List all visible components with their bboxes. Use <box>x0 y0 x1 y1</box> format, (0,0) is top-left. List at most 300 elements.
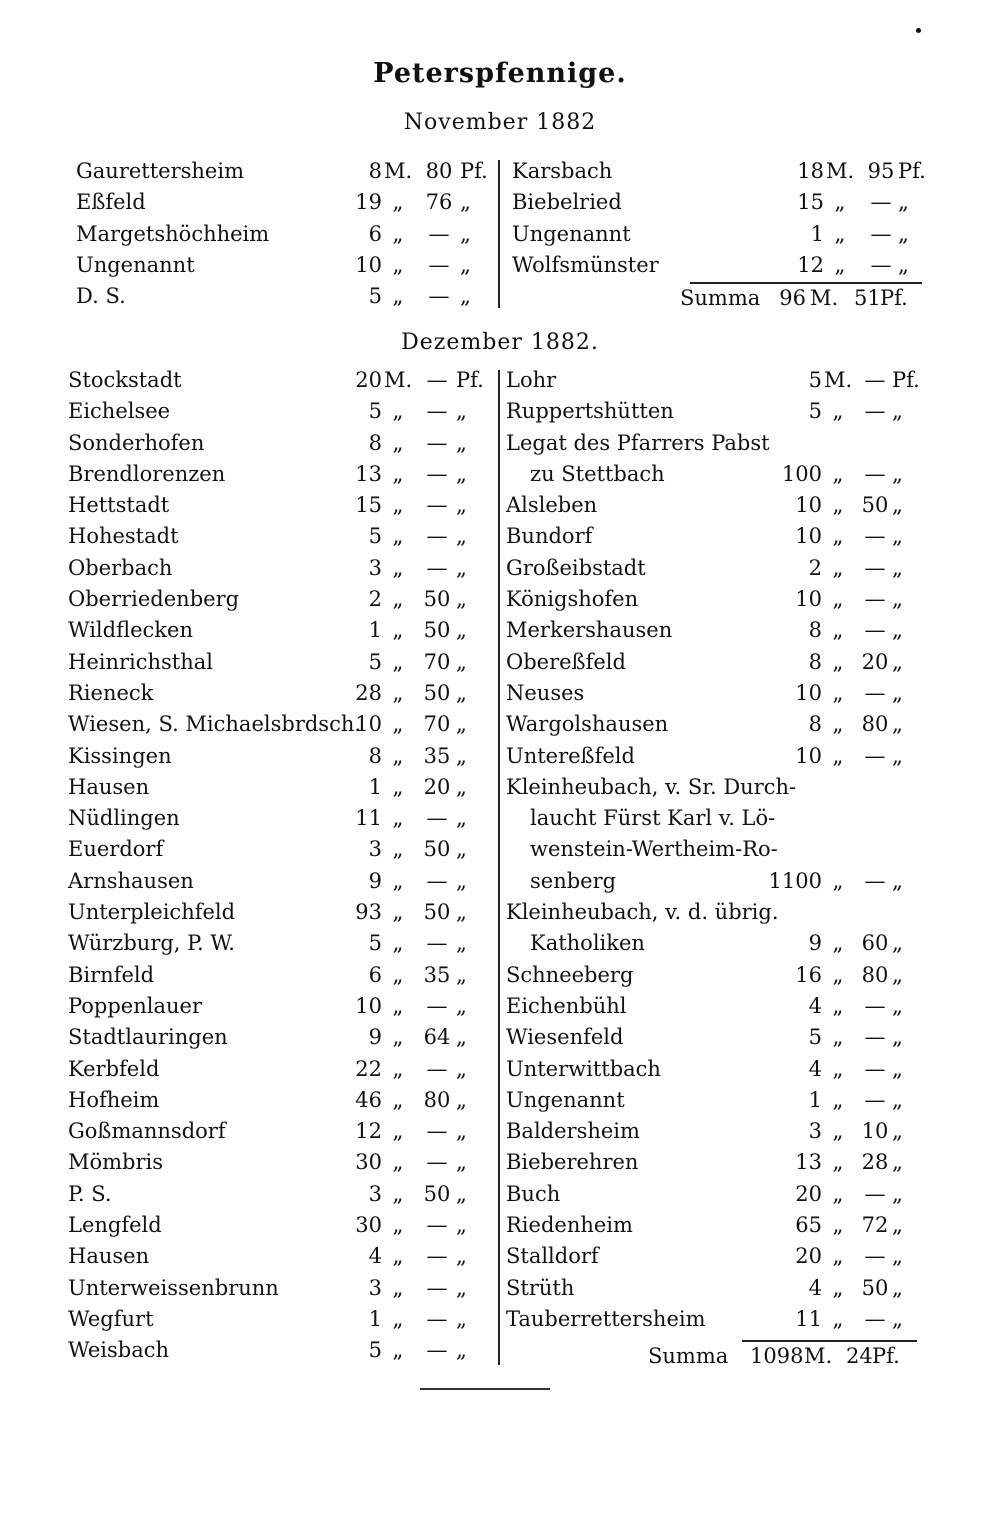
pfennig-amount: — <box>426 461 448 486</box>
pfennig-amount: 50 <box>423 1181 451 1206</box>
ledger-row <box>506 1116 922 1147</box>
place-name: Buch <box>506 1181 561 1206</box>
place-name: Baldersheim <box>506 1119 640 1144</box>
ditto-mark: „ <box>392 221 404 246</box>
ditto-mark: „ <box>832 712 844 737</box>
mark-amount: 20 <box>355 368 382 392</box>
sum-mark: 1098 <box>750 1344 804 1368</box>
pfennig-amount: 70 <box>423 712 451 737</box>
ditto-mark: „ <box>832 868 844 893</box>
place-name: Ungenannt <box>506 1087 625 1112</box>
heading-dezember: Dezember 1882. <box>401 330 599 355</box>
ditto-mark: „ <box>392 1119 404 1144</box>
mark-amount: 5 <box>808 1025 822 1050</box>
mark-amount: 8 <box>808 712 822 737</box>
mark-unit: M. <box>826 159 855 183</box>
pfennig-amount: — <box>864 1244 886 1269</box>
pfennig-amount: 80 <box>425 159 453 183</box>
place-name: Sonderhofen <box>68 430 205 455</box>
margin-dot <box>916 28 921 33</box>
ditto-mark: „ <box>892 1306 903 1331</box>
mark-amount: 3 <box>368 837 382 862</box>
ditto-mark: „ <box>392 962 404 987</box>
ledger-row <box>506 960 922 991</box>
ditto-mark: „ <box>460 252 471 277</box>
mark-amount: 5 <box>808 368 822 392</box>
mark-amount: 11 <box>355 806 382 831</box>
mark-amount: 16 <box>795 962 822 987</box>
mark-amount: 10 <box>795 680 822 705</box>
place-name: Kleinheubach, v. Sr. Durch- <box>506 774 797 799</box>
ditto-mark: „ <box>456 1056 467 1081</box>
ditto-mark: „ <box>392 931 404 956</box>
mark-amount: 3 <box>368 555 382 580</box>
pfennig-amount: — <box>870 252 892 277</box>
place-name: Katholiken <box>530 931 645 956</box>
mark-amount: 11 <box>795 1306 822 1331</box>
ledger-row <box>68 1022 486 1053</box>
pfennig-amount: — <box>864 587 886 612</box>
pfennig-amount: 50 <box>861 493 889 518</box>
pfennig-amount: — <box>426 524 448 549</box>
ditto-mark: „ <box>392 1087 404 1112</box>
ditto-mark: „ <box>392 900 404 925</box>
place-name: D. S. <box>76 284 126 309</box>
place-name: Wargolshausen <box>506 712 669 737</box>
ledger-row <box>506 741 922 772</box>
mark-amount: 19 <box>355 190 382 215</box>
ditto-mark: „ <box>456 649 467 674</box>
place-name: Unterwittbach <box>506 1056 661 1081</box>
mark-amount: 8 <box>368 430 382 455</box>
ditto-mark: „ <box>832 1244 844 1269</box>
ledger-row <box>512 250 922 281</box>
ditto-mark: „ <box>892 493 903 518</box>
place-name: Nüdlingen <box>68 806 180 831</box>
ditto-mark: „ <box>832 493 844 518</box>
place-name: Stalldorf <box>506 1244 599 1269</box>
mark-amount: 2 <box>368 587 382 612</box>
sum-pf-unit: Pf. <box>880 286 908 310</box>
ledger-row <box>506 709 922 740</box>
place-name: Lengfeld <box>68 1213 162 1238</box>
ditto-mark: „ <box>392 461 404 486</box>
ledger-row <box>68 928 486 959</box>
ditto-mark: „ <box>834 190 846 215</box>
mark-amount: 1 <box>808 1087 822 1112</box>
ledger-row <box>506 1210 922 1241</box>
pfennig-amount: 20 <box>861 649 889 674</box>
ditto-mark: „ <box>456 555 467 580</box>
heading-november: November 1882 <box>403 110 597 135</box>
ledger-row <box>68 1335 486 1366</box>
place-name: Oberriedenberg <box>68 587 240 612</box>
ditto-mark: „ <box>460 221 471 246</box>
pfennig-amount: — <box>428 252 450 277</box>
ditto-mark: „ <box>832 399 844 424</box>
ledger-row <box>506 521 922 552</box>
ditto-mark: „ <box>832 1056 844 1081</box>
ditto-mark: „ <box>892 712 903 737</box>
mark-amount: 12 <box>797 252 824 277</box>
ditto-mark: „ <box>392 555 404 580</box>
november-right-column <box>512 156 926 281</box>
place-name: Unterpleichfeld <box>68 900 236 925</box>
ditto-mark: „ <box>892 461 903 486</box>
sum-label: Summa <box>648 1344 729 1368</box>
place-name: Brendlorenzen <box>68 461 226 486</box>
mark-amount: 10 <box>355 252 382 277</box>
ditto-mark: „ <box>892 1119 903 1144</box>
place-name: Hohestadt <box>68 524 179 549</box>
mark-amount: 10 <box>355 993 382 1018</box>
ledger-row <box>506 834 922 865</box>
ditto-mark: „ <box>892 1150 903 1175</box>
place-name: Birnfeld <box>68 962 155 987</box>
ledger-row <box>506 1147 922 1178</box>
ditto-mark: „ <box>832 524 844 549</box>
mark-amount: 5 <box>368 524 382 549</box>
november-divider <box>498 160 500 308</box>
pfennig-amount: 20 <box>423 774 451 799</box>
ledger-row <box>506 1022 922 1053</box>
ditto-mark: „ <box>456 399 467 424</box>
mark-amount: 10 <box>355 712 382 737</box>
pfennig-amount: — <box>864 743 886 768</box>
place-name: Großeibstadt <box>506 555 646 580</box>
november-left-column <box>76 156 486 312</box>
place-name: Arnshausen <box>68 868 194 893</box>
pfennig-amount: 50 <box>423 837 451 862</box>
ledger-row <box>506 459 922 490</box>
ledger-row <box>506 615 922 646</box>
pfennig-amount: — <box>426 1338 448 1363</box>
ditto-mark: „ <box>456 1306 467 1331</box>
ditto-mark: „ <box>892 1275 903 1300</box>
place-name: laucht Fürst Karl v. Lö- <box>530 806 776 831</box>
pfennig-unit: Pf. <box>456 368 484 392</box>
ditto-mark: „ <box>456 587 467 612</box>
ledger-row <box>68 647 486 678</box>
mark-amount: 1100 <box>768 868 822 893</box>
ditto-mark: „ <box>456 774 467 799</box>
ditto-mark: „ <box>892 649 903 674</box>
ledger-row <box>506 772 922 803</box>
ledger-row <box>68 897 486 928</box>
dezember-left-column <box>68 365 486 1367</box>
pfennig-amount: 50 <box>423 900 451 925</box>
ditto-mark: „ <box>456 962 467 987</box>
end-rule <box>420 1388 550 1390</box>
ledger-row <box>68 1179 486 1210</box>
ledger-row <box>68 490 486 521</box>
ditto-mark: „ <box>456 868 467 893</box>
ditto-mark: „ <box>892 868 903 893</box>
mark-amount: 9 <box>808 931 822 956</box>
mark-unit: M. <box>384 368 413 392</box>
place-name: zu Stettbach <box>530 461 665 486</box>
place-name: Neuses <box>506 680 585 705</box>
ditto-mark: „ <box>392 618 404 643</box>
ditto-mark: „ <box>456 493 467 518</box>
place-name: Wiesenfeld <box>506 1025 624 1050</box>
ditto-mark: „ <box>898 190 909 215</box>
november-sum <box>680 283 925 314</box>
ledger-row <box>68 866 486 897</box>
pfennig-amount: — <box>426 1056 448 1081</box>
mark-amount: 15 <box>355 493 382 518</box>
place-name: Unterweissenbrunn <box>68 1275 279 1300</box>
place-name: Königshofen <box>506 587 639 612</box>
ditto-mark: „ <box>456 931 467 956</box>
ledger-row <box>506 1054 922 1085</box>
mark-amount: 9 <box>368 1025 382 1050</box>
ditto-mark: „ <box>892 1213 903 1238</box>
ditto-mark: „ <box>892 680 903 705</box>
pfennig-amount: 76 <box>425 190 453 215</box>
place-name: Schneeberg <box>506 962 634 987</box>
mark-amount: 4 <box>808 993 822 1018</box>
ledger-row <box>68 803 486 834</box>
mark-amount: 30 <box>355 1213 382 1238</box>
mark-amount: 20 <box>795 1244 822 1269</box>
pfennig-unit: Pf. <box>892 368 920 392</box>
place-name: Hofheim <box>68 1087 160 1112</box>
pfennig-amount: 35 <box>423 962 451 987</box>
mark-unit: M. <box>384 159 413 183</box>
pfennig-amount: — <box>426 993 448 1018</box>
place-name: Strüth <box>506 1275 575 1300</box>
ditto-mark: „ <box>832 1119 844 1144</box>
page-title: Peterspfennige. <box>373 58 627 89</box>
sum-pf: 24 <box>846 1344 873 1368</box>
pfennig-amount: — <box>426 1119 448 1144</box>
place-name: Margetshöchheim <box>76 221 270 246</box>
place-name: Ruppertshütten <box>506 399 674 424</box>
mark-amount: 10 <box>795 524 822 549</box>
ledger-row <box>506 1241 922 1272</box>
ledger-row <box>506 866 922 897</box>
mark-amount: 4 <box>368 1244 382 1269</box>
pfennig-amount: — <box>864 1181 886 1206</box>
place-name: Karsbach <box>512 159 613 183</box>
ledger-row <box>68 991 486 1022</box>
place-name: Lohr <box>506 368 557 392</box>
mark-amount: 28 <box>355 680 382 705</box>
ledger-row <box>506 928 922 959</box>
ledger-row <box>68 772 486 803</box>
ditto-mark: „ <box>898 252 909 277</box>
ditto-mark: „ <box>892 1181 903 1206</box>
ledger-row <box>76 281 486 312</box>
ledger-row <box>506 1273 922 1304</box>
mark-amount: 10 <box>795 587 822 612</box>
ditto-mark: „ <box>892 1025 903 1050</box>
ledger-row <box>68 396 486 427</box>
place-name: Poppenlauer <box>68 993 202 1018</box>
place-name: Wiesen, S. Michaelsbrdsch. <box>68 712 362 737</box>
ditto-mark: „ <box>832 1213 844 1238</box>
pfennig-amount: 72 <box>861 1213 889 1238</box>
ledger-row <box>76 250 486 281</box>
pfennig-amount: — <box>426 931 448 956</box>
mark-amount: 1 <box>368 1306 382 1331</box>
ledger-row <box>68 1054 486 1085</box>
ditto-mark: „ <box>892 1244 903 1269</box>
ditto-mark: „ <box>456 524 467 549</box>
pfennig-amount: 10 <box>861 1119 889 1144</box>
pfennig-amount: — <box>864 1056 886 1081</box>
pfennig-amount: 80 <box>861 962 889 987</box>
ditto-mark: „ <box>898 221 909 246</box>
ditto-mark: „ <box>392 1213 404 1238</box>
place-name: Oberbach <box>68 555 173 580</box>
pfennig-amount: — <box>426 1150 448 1175</box>
ledger-row <box>506 647 922 678</box>
ledger-row <box>506 490 922 521</box>
ditto-mark: „ <box>392 493 404 518</box>
mark-amount: 3 <box>368 1181 382 1206</box>
pfennig-amount: — <box>864 461 886 486</box>
ditto-mark: „ <box>832 1150 844 1175</box>
place-name: Wegfurt <box>68 1306 154 1331</box>
mark-amount: 6 <box>368 962 382 987</box>
place-name: Tauberrettersheim <box>506 1306 706 1331</box>
ditto-mark: „ <box>392 1181 404 1206</box>
place-name: Gaurettersheim <box>76 159 244 183</box>
ditto-mark: „ <box>834 252 846 277</box>
place-name: Hausen <box>68 774 150 799</box>
ditto-mark: „ <box>456 430 467 455</box>
mark-amount: 4 <box>808 1275 822 1300</box>
dezember-right-column <box>506 365 922 1335</box>
mark-amount: 5 <box>368 284 382 309</box>
ditto-mark: „ <box>832 1275 844 1300</box>
place-name: Stadtlauringen <box>68 1025 228 1050</box>
ledger-row <box>76 187 486 218</box>
place-name: Alsleben <box>506 493 598 518</box>
mark-amount: 93 <box>355 900 382 925</box>
place-name: Untereßfeld <box>506 743 635 768</box>
ditto-mark: „ <box>392 252 404 277</box>
place-name: senberg <box>530 868 617 893</box>
mark-amount: 6 <box>368 221 382 246</box>
ledger-row <box>68 709 486 740</box>
ledger-row <box>512 156 926 187</box>
mark-amount: 15 <box>797 190 824 215</box>
pfennig-amount: — <box>864 1025 886 1050</box>
pfennig-amount: — <box>426 1213 448 1238</box>
pfennig-amount: 80 <box>423 1087 451 1112</box>
ledger-row <box>68 584 486 615</box>
ledger-row <box>68 1304 486 1335</box>
dezember-sum <box>648 1341 920 1372</box>
ditto-mark: „ <box>456 461 467 486</box>
mark-amount: 20 <box>795 1181 822 1206</box>
ditto-mark: „ <box>892 524 903 549</box>
ledger-row <box>506 1304 922 1335</box>
pfennig-amount: — <box>428 221 450 246</box>
ledger-row <box>68 1116 486 1147</box>
ditto-mark: „ <box>392 868 404 893</box>
ledger-row <box>512 219 922 250</box>
ditto-mark: „ <box>456 1213 467 1238</box>
dezember-divider <box>498 370 500 1365</box>
pfennig-amount: — <box>870 190 892 215</box>
mark-amount: 3 <box>808 1119 822 1144</box>
pfennig-amount: — <box>426 430 448 455</box>
mark-unit: M. <box>824 368 853 392</box>
sum-label: Summa <box>680 286 761 310</box>
ditto-mark: „ <box>892 1087 903 1112</box>
place-name: Euerdorf <box>68 837 164 862</box>
pfennig-amount: — <box>426 806 448 831</box>
ditto-mark: „ <box>392 430 404 455</box>
ledger-row <box>68 553 486 584</box>
ditto-mark: „ <box>392 587 404 612</box>
ditto-mark: „ <box>456 1181 467 1206</box>
ditto-mark: „ <box>392 399 404 424</box>
ditto-mark: „ <box>456 993 467 1018</box>
ditto-mark: „ <box>892 399 903 424</box>
mark-amount: 13 <box>795 1150 822 1175</box>
mark-amount: 5 <box>368 399 382 424</box>
mark-amount: 13 <box>355 461 382 486</box>
place-name: Mömbris <box>68 1150 164 1175</box>
ledger-row <box>68 1241 486 1272</box>
ditto-mark: „ <box>456 1119 467 1144</box>
ditto-mark: „ <box>392 1244 404 1269</box>
ditto-mark: „ <box>832 461 844 486</box>
ditto-mark: „ <box>456 1244 467 1269</box>
mark-amount: 12 <box>355 1119 382 1144</box>
pfennig-amount: 28 <box>861 1150 889 1175</box>
place-name: Ungenannt <box>76 252 195 277</box>
mark-amount: 100 <box>781 461 822 486</box>
place-name: Legat des Pfarrers Pabst <box>506 430 770 455</box>
mark-amount: 2 <box>808 555 822 580</box>
place-name: Eßfeld <box>76 190 146 215</box>
place-name: Eichenbühl <box>506 993 627 1018</box>
ditto-mark: „ <box>832 931 844 956</box>
ditto-mark: „ <box>834 221 846 246</box>
pfennig-amount: 50 <box>423 587 451 612</box>
ditto-mark: „ <box>832 993 844 1018</box>
ledger-row <box>68 1273 486 1304</box>
place-name: wenstein-Wertheim-Ro- <box>530 837 778 862</box>
mark-amount: 65 <box>795 1213 822 1238</box>
ledger-row <box>512 187 922 218</box>
ditto-mark: „ <box>456 837 467 862</box>
mark-amount: 1 <box>368 618 382 643</box>
ditto-mark: „ <box>892 993 903 1018</box>
ditto-mark: „ <box>832 649 844 674</box>
ditto-mark: „ <box>392 712 404 737</box>
mark-amount: 10 <box>795 493 822 518</box>
mark-amount: 5 <box>368 1338 382 1363</box>
ledger-row <box>76 156 486 187</box>
ledger-row <box>506 553 922 584</box>
ditto-mark: „ <box>456 1025 467 1050</box>
mark-amount: 5 <box>368 649 382 674</box>
place-name: Heinrichsthal <box>68 649 214 674</box>
place-name: Obereßfeld <box>506 649 626 674</box>
ditto-mark: „ <box>832 618 844 643</box>
place-name: Biebelried <box>512 190 622 215</box>
ledger-row <box>506 428 922 459</box>
ditto-mark: „ <box>892 743 903 768</box>
ditto-mark: „ <box>456 712 467 737</box>
